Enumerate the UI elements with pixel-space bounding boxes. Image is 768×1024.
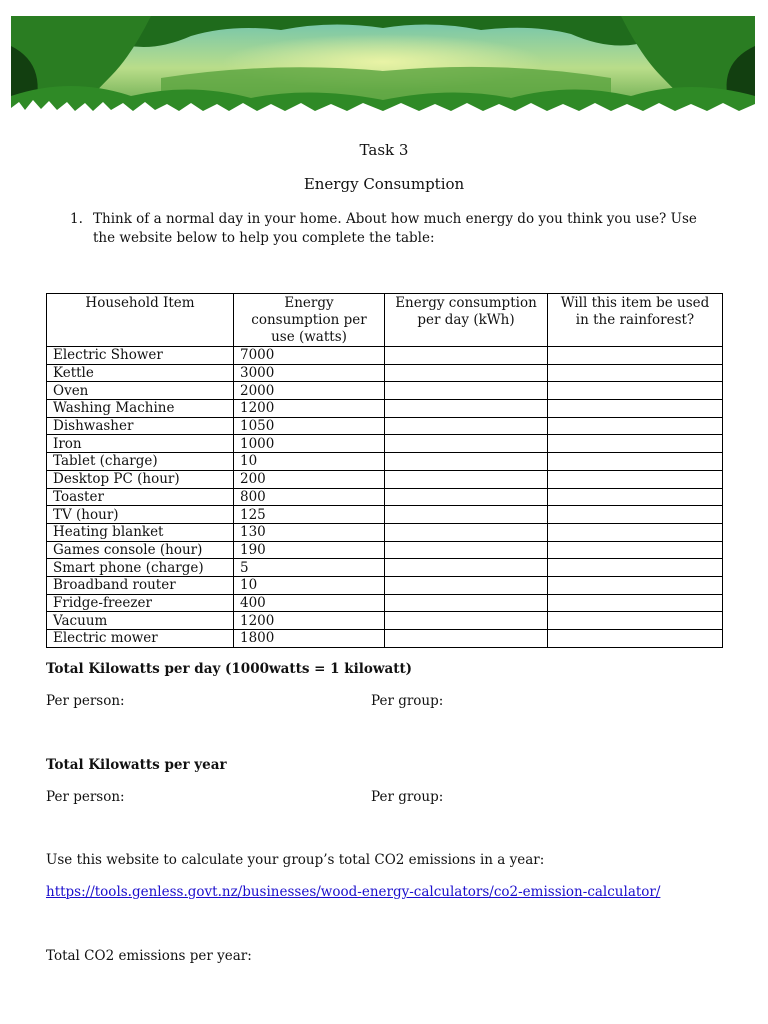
watts-cell: 2000 [234, 382, 385, 400]
kwh-per-day-cell[interactable] [385, 612, 548, 630]
rainforest-use-cell[interactable] [548, 559, 723, 577]
kwh-per-day-cell[interactable] [385, 541, 548, 559]
household-item-cell: Vacuum [47, 612, 234, 630]
kwh-per-day-cell[interactable] [385, 435, 548, 453]
watts-cell: 7000 [234, 347, 385, 365]
watts-cell: 1050 [234, 417, 385, 435]
watts-cell: 5 [234, 559, 385, 577]
kwh-per-day-cell[interactable] [385, 400, 548, 418]
header-household-item: Household Item [47, 294, 234, 347]
household-item-cell: Dishwasher [47, 417, 234, 435]
kwh-per-day-cell[interactable] [385, 523, 548, 541]
header-consumption-per-day: Energy consumption per day (kWh) [385, 294, 548, 347]
table-row [47, 364, 723, 382]
rainforest-use-cell[interactable] [548, 488, 723, 506]
household-item-cell: Desktop PC (hour) [47, 470, 234, 488]
household-item-cell: Heating blanket [47, 523, 234, 541]
household-item-cell: Oven [47, 382, 234, 400]
table-row [47, 400, 723, 418]
watts-cell: 1000 [234, 435, 385, 453]
table-row [47, 612, 723, 630]
kwh-per-day-cell[interactable] [385, 630, 548, 648]
watts-cell: 800 [234, 488, 385, 506]
household-item-cell: Toaster [47, 488, 234, 506]
table-row [47, 576, 723, 594]
table-row [47, 630, 723, 648]
watts-cell: 200 [234, 470, 385, 488]
table-row [47, 435, 723, 453]
total-year-heading: Total Kilowatts per year [46, 757, 227, 773]
instruction-item [70, 210, 710, 248]
table-row [47, 382, 723, 400]
watts-cell: 10 [234, 576, 385, 594]
rainforest-use-cell[interactable] [548, 612, 723, 630]
watts-cell: 190 [234, 541, 385, 559]
co2-instruction: Use this website to calculate your group’s total CO2 emissions in a year: [46, 852, 545, 868]
instruction-text: Think of a normal day in your home. About how much energy do you think you use? Use the website below to help you complete the table: [93, 211, 697, 246]
kwh-per-day-cell[interactable] [385, 506, 548, 524]
co2-calculator-link[interactable]: https://tools.genless.govt.nz/businesses/wood-energy-calculators/co2-emission-calculator/ [46, 884, 661, 900]
household-item-cell: Tablet (charge) [47, 453, 234, 471]
rainforest-use-cell[interactable] [548, 470, 723, 488]
watts-cell: 10 [234, 453, 385, 471]
household-item-cell: Broadband router [47, 576, 234, 594]
kwh-per-day-cell[interactable] [385, 488, 548, 506]
day-per-group-label: Per group: [371, 693, 444, 709]
household-item-cell: Games console (hour) [47, 541, 234, 559]
year-per-person-label: Per person: [46, 789, 125, 805]
table-row [47, 347, 723, 365]
household-item-cell: Kettle [47, 364, 234, 382]
rainforest-use-cell[interactable] [548, 541, 723, 559]
kwh-per-day-cell[interactable] [385, 347, 548, 365]
table-row [47, 417, 723, 435]
header-rainforest-use: Will this item be used in the rainforest? [548, 294, 723, 347]
table-row [47, 488, 723, 506]
kwh-per-day-cell[interactable] [385, 559, 548, 577]
rainforest-use-cell[interactable] [548, 382, 723, 400]
household-item-cell: Electric mower [47, 630, 234, 648]
watts-cell: 1200 [234, 400, 385, 418]
total-day-heading: Total Kilowatts per day (1000watts = 1 kilowatt) [46, 661, 413, 677]
kwh-per-day-cell[interactable] [385, 364, 548, 382]
table-row [47, 470, 723, 488]
year-per-group-label: Per group: [371, 789, 444, 805]
table-row [47, 453, 723, 471]
rainforest-use-cell[interactable] [548, 435, 723, 453]
kwh-per-day-cell[interactable] [385, 576, 548, 594]
watts-cell: 400 [234, 594, 385, 612]
household-item-cell: Washing Machine [47, 400, 234, 418]
kwh-per-day-cell[interactable] [385, 470, 548, 488]
household-item-cell: TV (hour) [47, 506, 234, 524]
header-consumption-per-use: Energy consumption per use (watts) [234, 294, 385, 347]
kwh-per-day-cell[interactable] [385, 453, 548, 471]
total-co2-label: Total CO2 emissions per year: [46, 948, 252, 964]
watts-cell: 3000 [234, 364, 385, 382]
rainforest-use-cell[interactable] [548, 523, 723, 541]
rainforest-use-cell[interactable] [548, 630, 723, 648]
task-subtitle: Energy Consumption [303, 175, 465, 193]
table-row [47, 594, 723, 612]
rainforest-use-cell[interactable] [548, 417, 723, 435]
rainforest-use-cell[interactable] [548, 347, 723, 365]
watts-cell: 1800 [234, 630, 385, 648]
kwh-per-day-cell[interactable] [385, 594, 548, 612]
table-row [47, 541, 723, 559]
table-header-row [47, 294, 723, 347]
table-row [47, 559, 723, 577]
rainforest-use-cell[interactable] [548, 594, 723, 612]
kwh-per-day-cell[interactable] [385, 417, 548, 435]
household-item-cell: Electric Shower [47, 347, 234, 365]
rainforest-use-cell[interactable] [548, 453, 723, 471]
watts-cell: 125 [234, 506, 385, 524]
instruction-number: 1. [70, 211, 83, 227]
rainforest-use-cell[interactable] [548, 576, 723, 594]
day-per-person-label: Per person: [46, 693, 125, 709]
kwh-per-day-cell[interactable] [385, 382, 548, 400]
table-row [47, 523, 723, 541]
watts-cell: 1200 [234, 612, 385, 630]
household-item-cell: Smart phone (charge) [47, 559, 234, 577]
task-title: Task 3 [359, 141, 409, 159]
household-item-cell: Fridge-freezer [47, 594, 234, 612]
rainforest-use-cell[interactable] [548, 506, 723, 524]
watts-cell: 130 [234, 523, 385, 541]
rainforest-use-cell[interactable] [548, 400, 723, 418]
rainforest-banner [11, 16, 755, 120]
table-row [47, 506, 723, 524]
rainforest-use-cell[interactable] [548, 364, 723, 382]
household-item-cell: Iron [47, 435, 234, 453]
energy-table [46, 293, 723, 648]
